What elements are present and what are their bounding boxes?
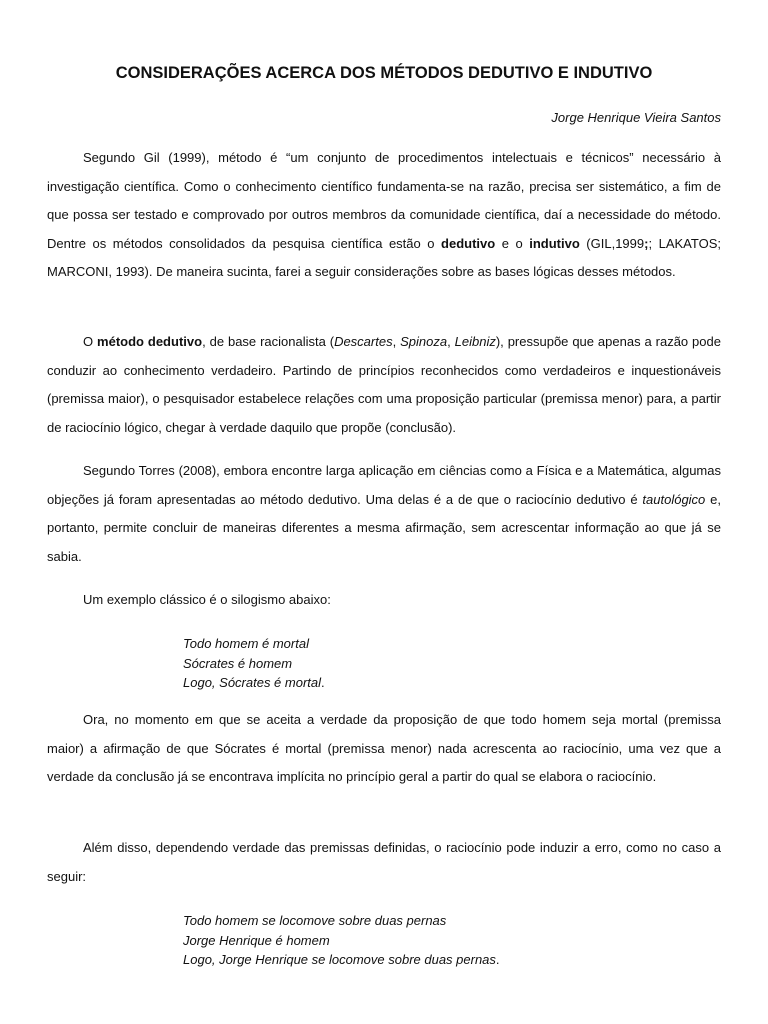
document-title: CONSIDERAÇÕES ACERCA DOS MÉTODOS DEDUTIVO E INDUTIVO bbox=[115, 64, 653, 82]
paragraph-6: Além disso, dependendo verdade das premissas definidas, o raciocínio pode induzir a erro, como no caso a seguir: bbox=[47, 840, 721, 884]
paragraph-2-text-a: O bbox=[83, 334, 98, 349]
term-indutivo: indutivo bbox=[529, 235, 580, 251]
paragraph-2-text-f: ), pressupõe que apenas a razão pode conduzir ao conhecimento verdadeiro. Partindo de princípios reconhecidos como verdadeiros e inquestionáveis (premissa maior), o pesquisador estabelece relações com uma proposição particular (premissa menor) para, a partir de raciocínio lógico, chegar à verdade daquilo que propõe (conclusão). bbox=[47, 334, 721, 435]
paragraph-1 bbox=[47, 144, 721, 287]
paragraph-1-text-f: ; MARCONI, 1993). De maneira sucinta, farei a seguir considerações sobre as bases lógicas desses métodos. bbox=[47, 235, 721, 279]
term-metodo-dedutivo: método dedutivo bbox=[97, 334, 203, 349]
syllogism-1 bbox=[183, 634, 325, 693]
author-name: Jorge Henrique Vieira Santos bbox=[551, 110, 721, 125]
term-tautologico: tautológico bbox=[642, 491, 706, 507]
syllogism-2-line-3 bbox=[183, 950, 500, 970]
syllogism-1-line-3 bbox=[183, 673, 325, 693]
paragraph-1-text-c: e o bbox=[495, 235, 530, 251]
paragraph-2-text-d: , bbox=[392, 334, 401, 349]
paragraph-2 bbox=[47, 328, 721, 442]
paragraph-2-text-e: , bbox=[447, 334, 455, 349]
name-descartes: Descartes bbox=[334, 334, 393, 349]
term-dedutivo: dedutivo bbox=[441, 235, 496, 251]
paragraph-1-text-e: ; LAKATOS bbox=[648, 235, 718, 251]
syllogism-2-line-3-end: . bbox=[495, 952, 500, 967]
paragraph-4: Um exemplo clássico é o silogismo abaixo: bbox=[83, 592, 331, 607]
syllogism-1-line-2: Sócrates é homem bbox=[183, 655, 293, 671]
name-leibniz: Leibniz bbox=[454, 334, 496, 349]
paragraph-1-text-a: Segundo Gil (1999), método é “um conjunto de procedimentos intelectuais e técnicos” necessário à investigação científica. Como o conhecimento científico fundamenta-se na razão, precisa ser sistemático, a fim de que possa ser testado e comprovado por outros membros da comunidade científica, daí a necessidade do método. Dentre os métodos consolidados da pesquisa científica estão o bbox=[47, 150, 721, 251]
syllogism-1-line-3-text: Logo, Sócrates é mortal bbox=[183, 675, 322, 690]
syllogism-2-line-1: Todo homem se locomove sobre duas pernas bbox=[183, 913, 447, 928]
syllogism-1-line-1: Todo homem é mortal bbox=[183, 636, 309, 651]
syllogism-2-line-2: Jorge Henrique é homem bbox=[183, 932, 330, 948]
paragraph-1-semicolon-1: ; bbox=[644, 235, 649, 251]
paragraph-1-text-d: (GIL,1999 bbox=[579, 235, 645, 251]
paragraph-3-text-a: Segundo Torres (2008), embora encontre larga aplicação em ciências como a Física e a Matemática, algumas objeções já foram apresentadas ao método dedutivo. Uma delas é a de que o raciocínio dedutivo é bbox=[47, 463, 721, 507]
syllogism-1-line-3-end: . bbox=[321, 675, 325, 690]
name-spinoza: Spinoza bbox=[400, 334, 448, 349]
syllogism-2 bbox=[183, 911, 500, 970]
paragraph-3 bbox=[47, 457, 721, 571]
paragraph-3-text-b: e, portanto, permite concluir de maneiras diferentes a mesma afirmação, sem acrescentar informação ao que já se sabia. bbox=[47, 491, 721, 564]
paragraph-2-text-c: , de base racionalista ( bbox=[202, 334, 335, 349]
syllogism-2-line-3-text: Logo, Jorge Henrique se locomove sobre duas pernas bbox=[183, 952, 496, 967]
paragraph-5: Ora, no momento em que se aceita a verdade da proposição de que todo homem seja mortal (premissa maior) a afirmação de que Sócrates é mortal (premissa menor) nada acrescenta ao raciocínio, uma vez que a verdade da conclusão já se encontrava implícita no princípio geral a partir do qual se elabora o raciocínio. bbox=[47, 712, 721, 784]
